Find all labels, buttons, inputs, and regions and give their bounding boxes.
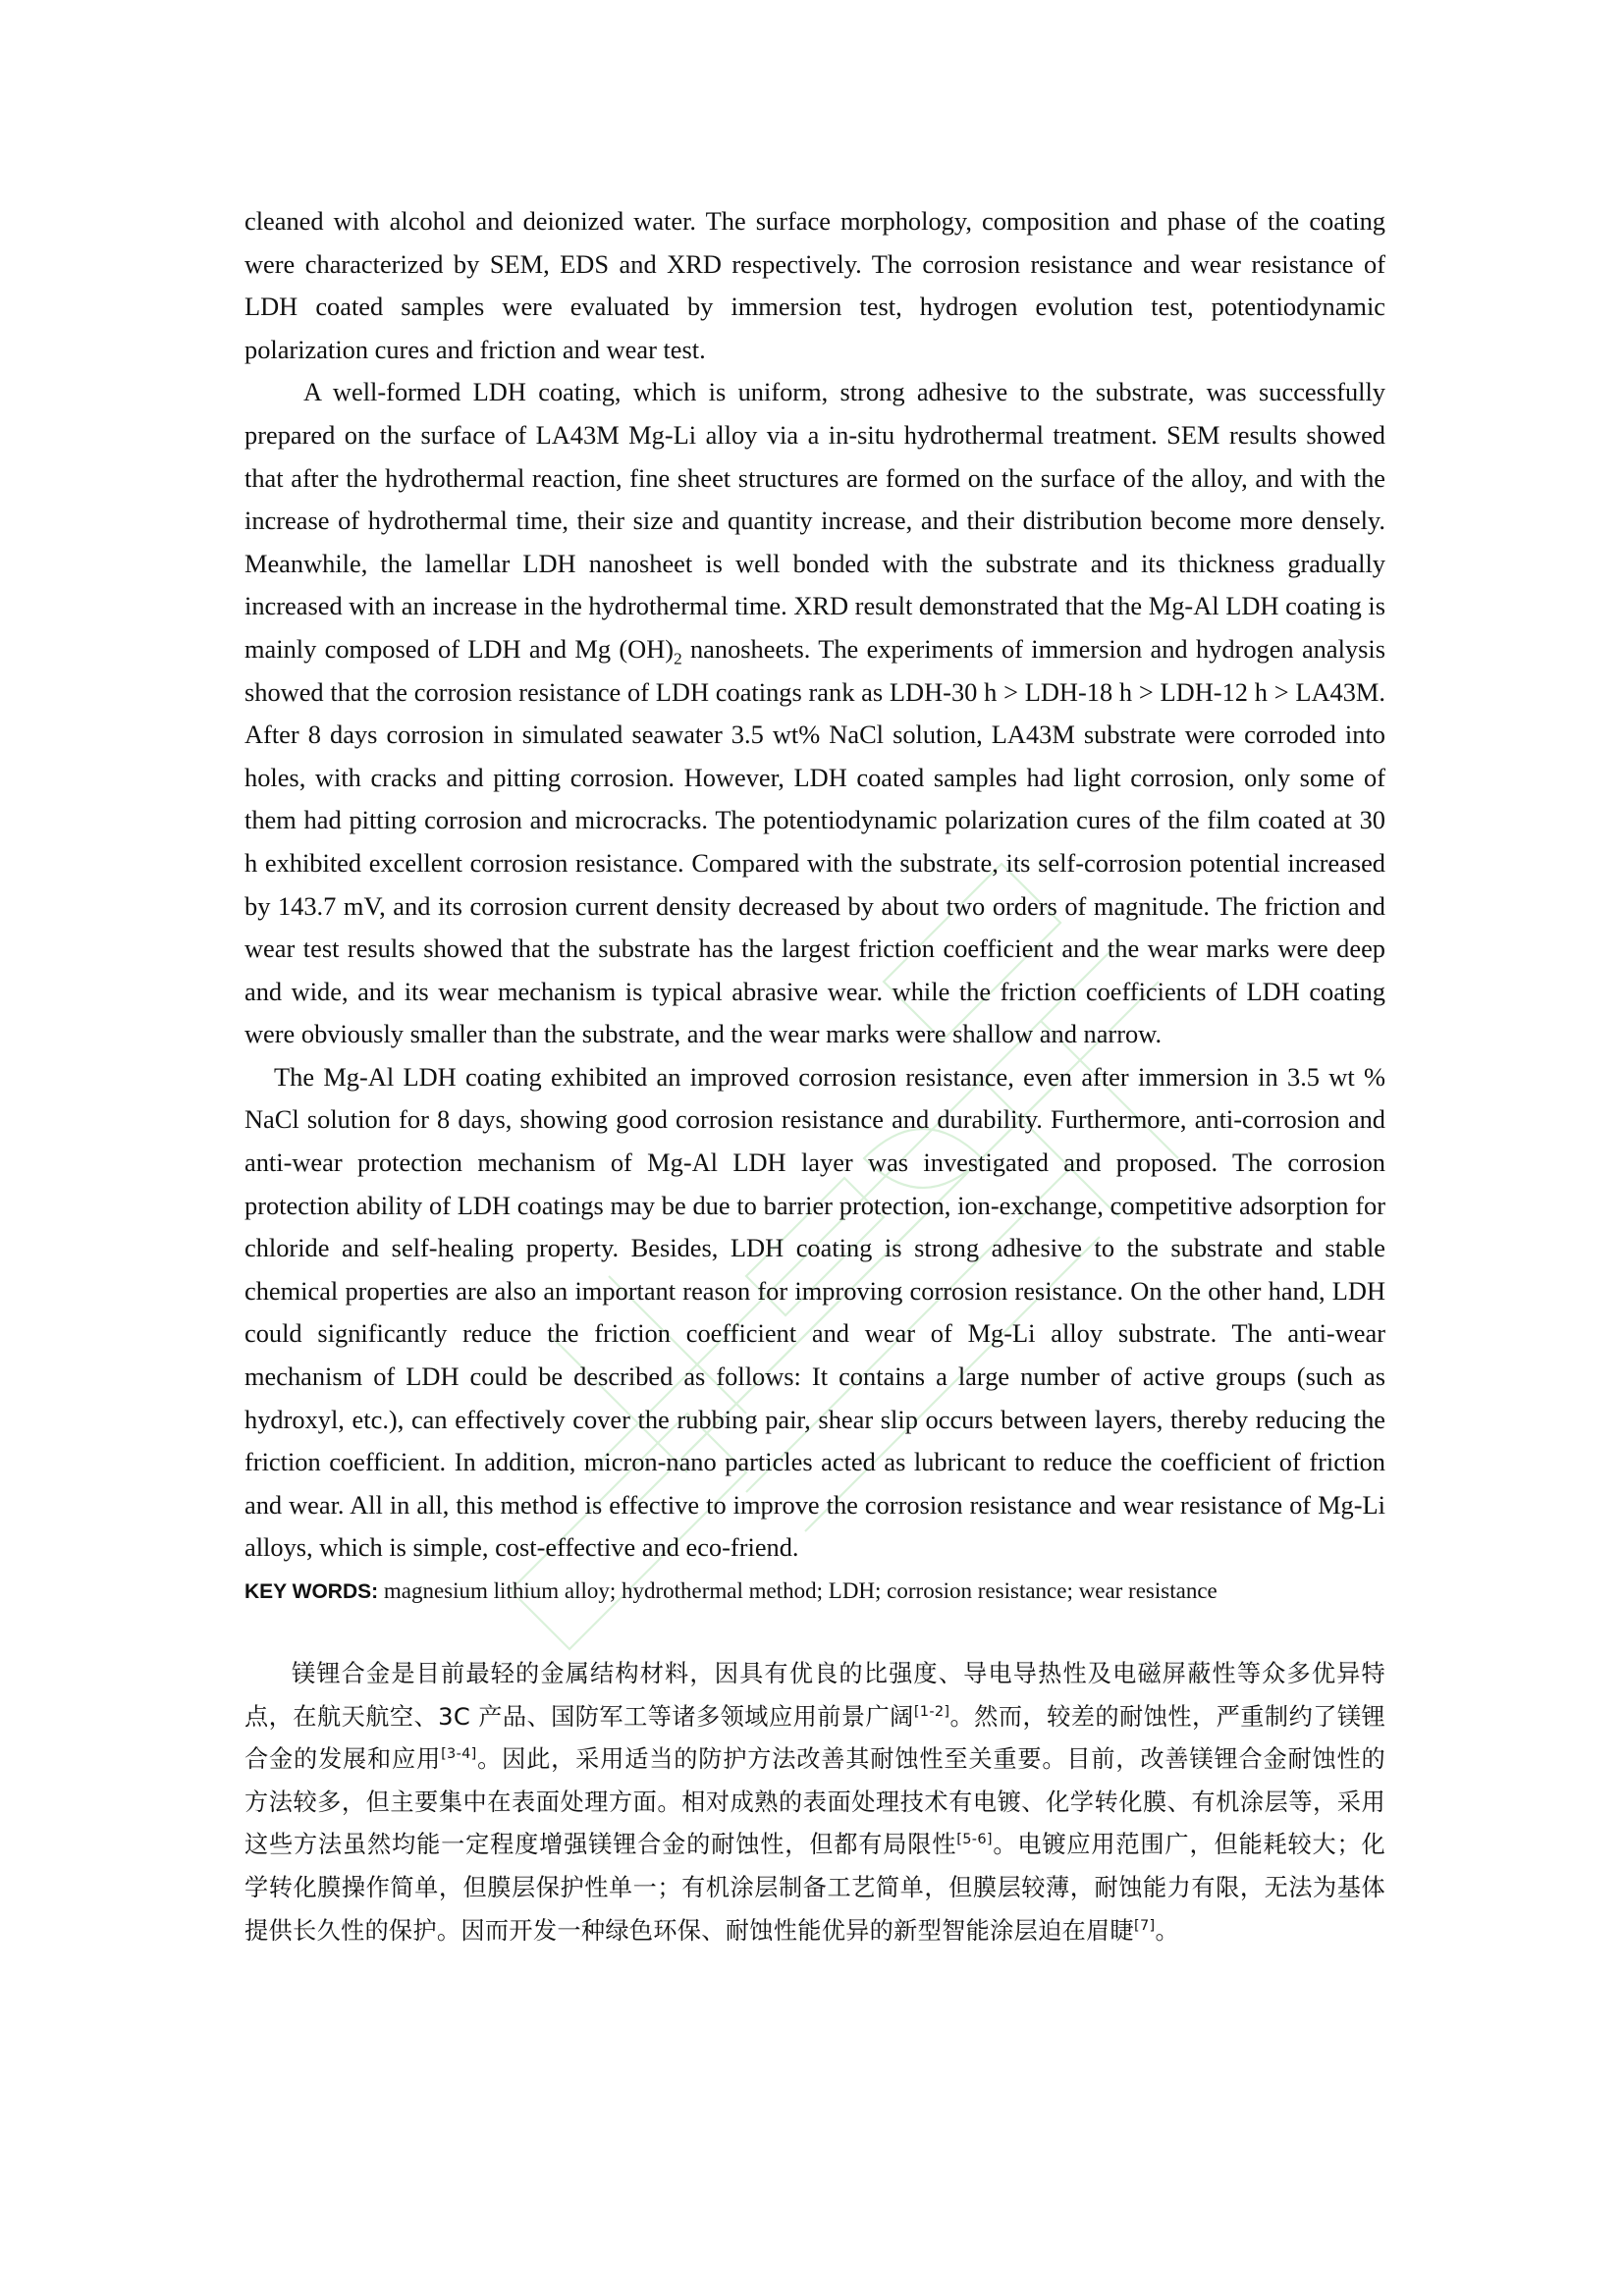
- paper-body: [244, 200, 1385, 1952]
- abstract-paragraph-3: The Mg-Al LDH coating exhibited an improved corrosion resistance, even after immersion in 3.5 wt % NaCl solution for 8 days, showing good corrosion resistance and durability. Furthermore, anti-corrosion and anti-wear protection mechanism of Mg-Al LDH layer was investigated and proposed. The corrosion protection ability of LDH coatings may be due to barrier protection, ion-exchange, competitive adsorption for chloride and self-healing property. Besides, LDH coating is strong adhesive to the substrate and stable chemical properties are also an important reason for improving corrosion resistance. On the other hand, LDH could significantly reduce the friction coefficient and wear of Mg-Li alloy substrate. The anti-wear mechanism of LDH could be described as follows: It contains a large number of active groups (such as hydroxyl, etc.), can effectively cover the rubbing pair, shear slip occurs between layers, thereby reducing the friction coefficient. In addition, micron-nano particles acted as lubricant to reduce the coefficient of friction and wear. All in all, this method is effective to improve the corrosion resistance and wear resistance of Mg-Li alloys, which is simple, cost-effective and eco-friend.: [244, 1061, 1385, 1563]
- abstract-paragraph-2-text-b: nanosheets. The experiments of immersion and hydrogen analysis showed that the corrosion resistance of LDH coatings rank as LDH-30 h > LDH-18 h > LDH-12 h > LA43M. After 8 days corrosion in simulated seawater 3.5 wt% NaCl solution, LA43M substrate were corroded into holes, with cracks and pitting corrosion. However, LDH coated samples had light corrosion, only some of them had pitting corrosion and microcracks. The potentiodynamic polarization cures of the film coated at 30 h exhibited excellent corrosion resistance. Compared with the substrate, its self-corrosion potential increased by 143.7 mV, and its corrosion current density decreased by about two orders of magnitude. The friction and wear test results showed that the substrate has the largest friction coefficient and the wear marks were deep and wide, and its wear mechanism is typical abrasive wear. while the friction coefficients of LDH coating were obviously smaller than the substrate, and the wear marks were shallow and narrow.: [244, 633, 1385, 1049]
- citation-7: [7]: [1134, 1917, 1156, 1934]
- abstract-paragraph-2: [244, 371, 1385, 1056]
- chinese-paragraph: [244, 1653, 1385, 1952]
- chinese-text-2: 。然而，较差的耐蚀性，严重制约了镁锂合金的发展和应用: [244, 1702, 1386, 1774]
- introduction-chinese: [244, 1653, 1385, 1952]
- abstract-paragraph-2-text-a: A well-formed LDH coating, which is uniform, strong adhesive to the substrate, was successfully prepared on the surface of LA43M Mg-Li alloy via a in-situ hydrothermal treatment. SEM results showed that after the hydrothermal reaction, fine sheet structures are formed on the surface of the alloy, and with the increase of hydrothermal time, their size and quantity increase, and their distribution become more densely. Meanwhile, the lamellar LDH nanosheet is well bonded with the substrate and its thickness gradually increased with an increase in the hydrothermal time. XRD result demonstrated that the Mg-Al LDH coating is mainly composed of LDH and Mg (OH): [244, 377, 1385, 664]
- citation-5-6: [5-6]: [956, 1832, 993, 1848]
- subscript-2: 2: [674, 649, 682, 668]
- citation-3-4: [3-4]: [441, 1746, 477, 1763]
- abstract-paragraph-1: cleaned with alcohol and deionized water. The surface morphology, composition and phase of the coating were characterized by SEM, EDS and XRD respectively. The corrosion resistance and wear resistance of LDH coated samples were evaluated by immersion test, hydrogen evolution test, potentiodynamic polarization cures and friction and wear test.: [244, 206, 1385, 364]
- keywords-label: KEY WORDS:: [244, 1580, 379, 1603]
- chinese-text-3: 。因此，采用适当的防护方法改善其耐蚀性至关重要。目前，改善镁锂合金耐蚀性的方法较多，但主要集中在表面处理方面。相对成熟的表面处理技术有电镀、化学转化膜、有机涂层等，采用这些方法虽然均能一定程度增强镁锂合金的耐蚀性，但都有局限性: [244, 1745, 1385, 1859]
- keywords-line: [244, 1572, 1385, 1612]
- chinese-text-4: 。电镀应用范围广，但能耗较大；化学转化膜操作简单，但膜层保护性单一；有机涂层制备工艺简单，但膜层较薄，耐蚀能力有限，无法为基体提供长久性的保护。因而开发一种绿色环保、耐蚀性能优异的新型智能涂层迫在眉睫: [244, 1831, 1386, 1945]
- chinese-text-5: 。: [1155, 1916, 1180, 1945]
- chinese-text-1: 镁锂合金是目前最轻的金属结构材料，因具有优良的比强度、导电导热性及电磁屏蔽性等众多优异特点，在航天航空、3C 产品、国防军工等诸多领域应用前景广阔: [244, 1660, 1385, 1731]
- citation-1-2: [1-2]: [913, 1703, 950, 1720]
- keywords-text: magnesium lithium alloy; hydrothermal method; LDH; corrosion resistance; wear resistance: [378, 1578, 1218, 1603]
